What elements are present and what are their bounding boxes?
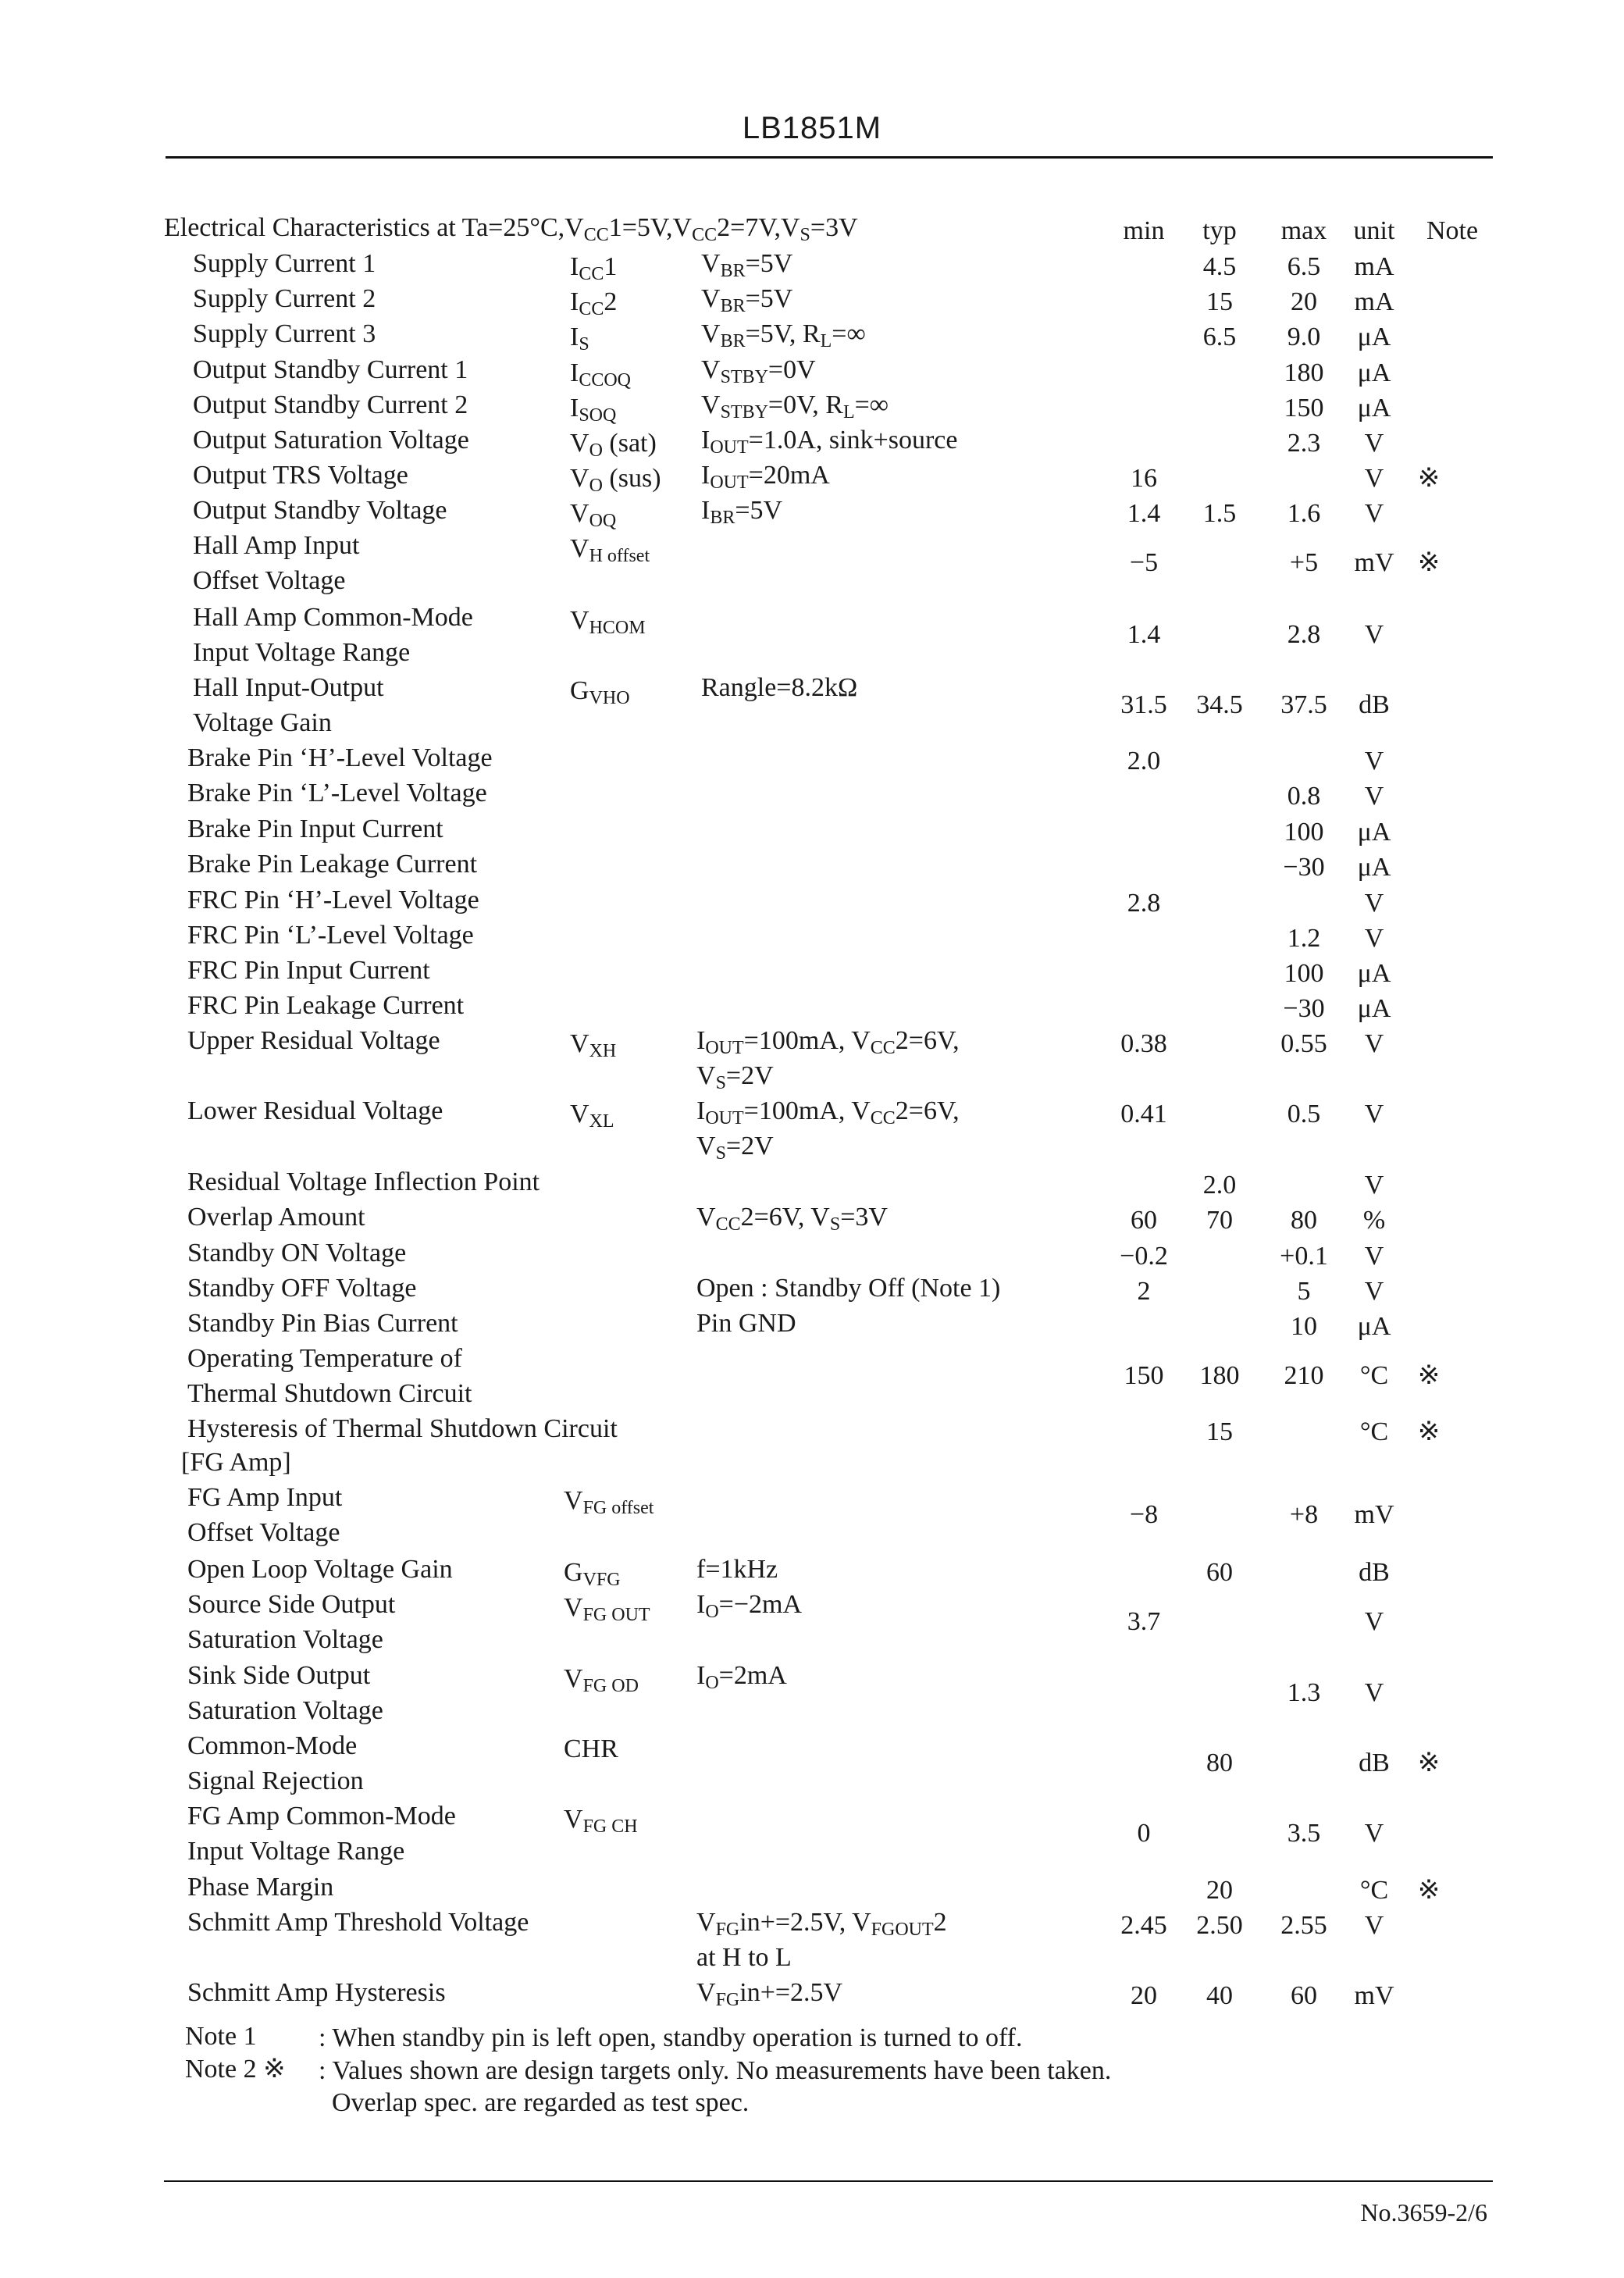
value-unit: V: [1364, 1100, 1384, 1128]
param-name: Output TRS Voltage: [193, 461, 408, 490]
param-name-line2: Input Voltage Range: [187, 1837, 405, 1866]
param-name: Hall Amp Input: [193, 531, 360, 560]
param-name-line2: Voltage Gain: [193, 708, 332, 737]
value-min: 2: [1137, 1277, 1151, 1306]
value-max: 10: [1291, 1312, 1317, 1341]
symbol: $V_{XH}$: [570, 1029, 617, 1061]
param-name-line2: Thermal Shutdown Circuit: [187, 1379, 472, 1408]
value-unit: V: [1364, 747, 1384, 775]
condition: $I_{OUT}=20mA$: [701, 461, 830, 493]
value-note: ※: [1417, 1876, 1441, 1905]
note2-text: : Values shown are design targets only. No measurements have been taken.: [319, 2056, 1112, 2085]
condition: $V_{BR}=5V$: [701, 249, 793, 281]
param-name: Brake Pin Input Current: [187, 815, 443, 843]
param-name: FG Amp Input: [187, 1483, 343, 1512]
param-name: Phase Margin: [187, 1873, 334, 1902]
value-max: +5: [1289, 548, 1319, 577]
symbol: $V_{HCOM}$: [570, 606, 646, 638]
condition: $I_{OUT}=100mA$, $V_{CC}2=6V$,: [696, 1096, 960, 1128]
value-max: 100: [1284, 818, 1324, 847]
value-max: 0.5: [1287, 1100, 1321, 1128]
value-min: 1.4: [1127, 499, 1161, 528]
value-max: −30: [1283, 994, 1325, 1023]
condition: $I_{BR}=5V$: [701, 496, 783, 528]
value-max: 210: [1284, 1361, 1324, 1390]
value-min: 31.5: [1120, 690, 1167, 719]
symbol: $I_S$: [570, 323, 589, 355]
value-unit: dB: [1359, 690, 1390, 719]
condition: $I_{OUT}=1.0A$, sink+source: [701, 426, 958, 458]
symbol: $V_O$ (sus): [570, 464, 661, 496]
param-name-line2: Offset Voltage: [193, 566, 346, 595]
note2-text-2: Overlap spec. are regarded as test spec.: [332, 2088, 750, 2117]
note1-text: : When standby pin is left open, standby operation is turned to off.: [319, 2023, 1023, 2052]
param-name: Schmitt Amp Hysteresis: [187, 1978, 446, 2007]
value-unit: mV: [1354, 1500, 1394, 1529]
condition: Open : Standby Off (Note 1): [696, 1274, 1001, 1303]
symbol: $I_{SOQ}$: [570, 394, 617, 426]
value-note: ※: [1417, 548, 1441, 577]
symbol: $G_{VFG}$: [564, 1558, 621, 1590]
value-unit: μA: [1357, 853, 1391, 882]
param-name: Output Saturation Voltage: [193, 426, 469, 455]
value-max: +8: [1289, 1500, 1319, 1529]
param-name-line2: Signal Rejection: [187, 1766, 364, 1795]
param-name-line2: Input Voltage Range: [193, 638, 411, 667]
param-name: Upper Residual Voltage: [187, 1026, 440, 1055]
col-header-note: Note: [1426, 216, 1479, 245]
param-name: Standby OFF Voltage: [187, 1274, 417, 1303]
value-note: ※: [1417, 1361, 1441, 1390]
param-name: Hall Input-Output: [193, 673, 384, 702]
value-unit: dB: [1359, 1558, 1390, 1587]
value-max: 37.5: [1280, 690, 1327, 719]
value-typ: 4.5: [1202, 252, 1237, 281]
param-name: Overlap Amount: [187, 1203, 365, 1232]
value-max: 2.55: [1280, 1911, 1327, 1940]
value-unit: V: [1364, 1607, 1384, 1636]
condition: $V_{STBY}=0V$: [701, 355, 816, 387]
value-min: 150: [1124, 1361, 1164, 1390]
value-unit: V: [1364, 924, 1384, 953]
symbol: $V_{XL}$: [570, 1100, 614, 1132]
condition-line2: at H to L: [696, 1943, 792, 1972]
condition: $V_{STBY}=0V$, $R_L=\infty$: [701, 390, 889, 422]
value-max: 1.2: [1287, 924, 1321, 953]
param-name: Output Standby Current 1: [193, 355, 468, 384]
value-max: +0.1: [1280, 1242, 1328, 1271]
value-min: 0.38: [1120, 1029, 1167, 1058]
value-min: −0.2: [1120, 1242, 1168, 1271]
value-unit: V: [1364, 1277, 1384, 1306]
value-unit: V: [1364, 1911, 1384, 1940]
condition: Rangle=8.2kΩ: [701, 673, 858, 702]
value-unit: V: [1364, 782, 1384, 811]
param-name: Output Standby Voltage: [193, 496, 447, 525]
value-typ: 15: [1206, 287, 1233, 316]
param-name: Brake Pin ‘L’-Level Voltage: [187, 779, 487, 807]
condition-line2: $V_S=2V$: [696, 1061, 774, 1093]
param-name: Hall Amp Common-Mode: [193, 603, 473, 632]
param-name: Output Standby Current 2: [193, 390, 468, 419]
value-max: 20: [1291, 287, 1317, 316]
value-min: 60: [1131, 1206, 1157, 1235]
value-max: 6.5: [1287, 252, 1321, 281]
value-max: 100: [1284, 959, 1324, 988]
symbol: CHR: [564, 1734, 618, 1763]
value-max: 2.3: [1287, 429, 1321, 458]
param-name-line2: Offset Voltage: [187, 1518, 340, 1547]
value-max: 150: [1284, 394, 1324, 422]
value-unit: V: [1364, 1678, 1384, 1707]
symbol: $V_{FG CH}$: [564, 1805, 638, 1837]
param-name-line2: Saturation Voltage: [187, 1696, 383, 1725]
param-name: Open Loop Voltage Gain: [187, 1555, 453, 1584]
value-unit: °C: [1359, 1876, 1389, 1905]
param-name: Hysteresis of Thermal Shutdown Circuit: [187, 1414, 618, 1443]
value-unit: V: [1364, 1242, 1384, 1271]
symbol: $V_{H offset}$: [570, 534, 650, 566]
value-max: 60: [1291, 1981, 1317, 2010]
footer-rule: [164, 2180, 1493, 2182]
param-name: Lower Residual Voltage: [187, 1096, 443, 1125]
value-unit: mA: [1354, 287, 1394, 316]
param-name: FRC Pin ‘L’-Level Voltage: [187, 921, 474, 950]
value-min: 1.4: [1127, 620, 1161, 649]
value-unit: V: [1364, 464, 1384, 493]
param-name: Operating Temperature of: [187, 1344, 462, 1373]
param-name: FRC Pin ‘H’-Level Voltage: [187, 886, 479, 914]
value-max: 1.6: [1287, 499, 1321, 528]
param-name: Supply Current 3: [193, 319, 376, 348]
value-unit: μA: [1357, 994, 1391, 1023]
symbol: $I_{CCOQ}$: [570, 358, 632, 390]
value-unit: V: [1364, 889, 1384, 918]
value-typ: 15: [1206, 1417, 1233, 1446]
value-min: 2.0: [1127, 747, 1161, 775]
param-name: Brake Pin ‘H’-Level Voltage: [187, 743, 493, 772]
value-max: 0.8: [1287, 782, 1321, 811]
param-name: Common-Mode: [187, 1731, 358, 1760]
condition: $V_{BR}=5V$: [701, 284, 793, 316]
value-unit: V: [1364, 499, 1384, 528]
value-unit: %: [1362, 1206, 1386, 1235]
param-name-line2: Saturation Voltage: [187, 1625, 383, 1654]
value-note: ※: [1417, 1749, 1441, 1777]
value-min: −5: [1129, 548, 1159, 577]
symbol: $V_O$ (sat): [570, 429, 657, 461]
value-typ: 34.5: [1196, 690, 1243, 719]
col-header-max: max: [1280, 216, 1327, 245]
param-name: Supply Current 1: [193, 249, 376, 278]
value-typ: 1.5: [1202, 499, 1237, 528]
param-name: FG Amp Common-Mode: [187, 1802, 456, 1831]
value-typ: 2.0: [1202, 1171, 1237, 1200]
condition: $V_{CC}2=6V$, $V_S=3V$: [696, 1203, 888, 1235]
symbol: $I_{CC}1$: [570, 252, 618, 284]
param-name: FRC Pin Leakage Current: [187, 991, 465, 1020]
value-max: 5: [1297, 1277, 1311, 1306]
value-unit: °C: [1359, 1417, 1389, 1446]
condition-line2: $V_S=2V$: [696, 1132, 774, 1164]
value-unit: mV: [1354, 548, 1394, 577]
param-name: FRC Pin Input Current: [187, 956, 430, 985]
param-name: Source Side Output: [187, 1590, 396, 1619]
col-header-unit: unit: [1353, 216, 1395, 245]
value-unit: V: [1364, 1171, 1384, 1200]
value-unit: μA: [1357, 959, 1391, 988]
symbol: $V_{FG OD}$: [564, 1664, 639, 1696]
param-name: Schmitt Amp Threshold Voltage: [187, 1908, 529, 1937]
param-name: [FG Amp]: [181, 1448, 291, 1477]
note1-label: Note 1: [185, 2022, 257, 2051]
param-name: Supply Current 2: [193, 284, 376, 313]
part-number-header: LB1851M: [742, 111, 882, 145]
value-unit: dB: [1359, 1749, 1390, 1777]
value-max: −30: [1283, 853, 1325, 882]
value-max: 1.3: [1287, 1678, 1321, 1707]
value-unit: V: [1364, 620, 1384, 649]
value-typ: 80: [1206, 1749, 1233, 1777]
condition: $V_{FG}in+=2.5V$: [696, 1978, 843, 2010]
symbol: $G_{VHO}$: [570, 676, 630, 708]
value-max: 3.5: [1287, 1819, 1321, 1848]
value-typ: 180: [1199, 1361, 1240, 1390]
value-unit: μA: [1357, 1312, 1391, 1341]
condition: f=1kHz: [696, 1555, 778, 1584]
param-name: Standby ON Voltage: [187, 1239, 407, 1267]
param-name: Sink Side Output: [187, 1661, 371, 1690]
condition: $I_O=2mA$: [696, 1661, 787, 1693]
param-name: Brake Pin Leakage Current: [187, 850, 478, 879]
value-unit: mV: [1354, 1981, 1394, 2010]
symbol: $I_{CC}2$: [570, 287, 618, 319]
value-min: 0: [1137, 1819, 1151, 1848]
value-max: 9.0: [1287, 323, 1321, 351]
value-min: 20: [1131, 1981, 1157, 2010]
value-max: 180: [1284, 358, 1324, 387]
header-rule: [166, 156, 1493, 159]
value-typ: 6.5: [1202, 323, 1237, 351]
symbol: $V_{OQ}$: [570, 499, 617, 531]
value-typ: 40: [1206, 1981, 1233, 2010]
value-min: 2.8: [1127, 889, 1161, 918]
value-unit: μA: [1357, 818, 1391, 847]
value-note: ※: [1417, 464, 1441, 493]
param-name: Residual Voltage Inflection Point: [187, 1168, 540, 1196]
table-title: Electrical Characteristics at $Ta=25^\circ C,V_{CC}1=5V,V_{CC}2=7V,V_S=3V$: [164, 213, 858, 245]
value-typ: 2.50: [1196, 1911, 1243, 1940]
condition: $I_{OUT}=100mA$, $V_{CC}2=6V$,: [696, 1026, 960, 1058]
value-min: 2.45: [1120, 1911, 1167, 1940]
document-number: No.3659-2/6: [1360, 2198, 1487, 2226]
value-unit: °C: [1359, 1361, 1389, 1390]
value-min: 0.41: [1120, 1100, 1167, 1128]
condition: $V_{FG}in+=2.5V$, $V_{FGOUT}2$: [696, 1908, 947, 1940]
value-unit: V: [1364, 1819, 1384, 1848]
value-unit: μA: [1357, 358, 1391, 387]
value-max: 2.8: [1287, 620, 1321, 649]
value-unit: μA: [1357, 394, 1391, 422]
symbol: $V_{FG OUT}$: [564, 1593, 650, 1625]
value-min: −8: [1129, 1500, 1159, 1529]
value-min: 3.7: [1127, 1607, 1161, 1636]
value-unit: mA: [1354, 252, 1394, 281]
value-note: ※: [1417, 1417, 1441, 1446]
value-unit: V: [1364, 429, 1384, 458]
condition: $V_{BR}=5V$, $R_L=\infty$: [701, 319, 866, 351]
value-typ: 70: [1206, 1206, 1233, 1235]
col-header-min: min: [1123, 216, 1165, 245]
col-header-typ: typ: [1202, 216, 1237, 245]
value-max: 0.55: [1280, 1029, 1327, 1058]
value-unit: μA: [1357, 323, 1391, 351]
param-name: Standby Pin Bias Current: [187, 1309, 458, 1338]
condition: Pin GND: [696, 1309, 796, 1338]
condition: $I_O=-2mA$: [696, 1590, 803, 1622]
value-max: 80: [1291, 1206, 1317, 1235]
symbol: $V_{FG offset}$: [564, 1486, 654, 1518]
value-typ: 20: [1206, 1876, 1233, 1905]
value-typ: 60: [1206, 1558, 1233, 1587]
note2-label: Note 2 ※: [185, 2055, 286, 2084]
value-unit: V: [1364, 1029, 1384, 1058]
value-min: 16: [1131, 464, 1157, 493]
